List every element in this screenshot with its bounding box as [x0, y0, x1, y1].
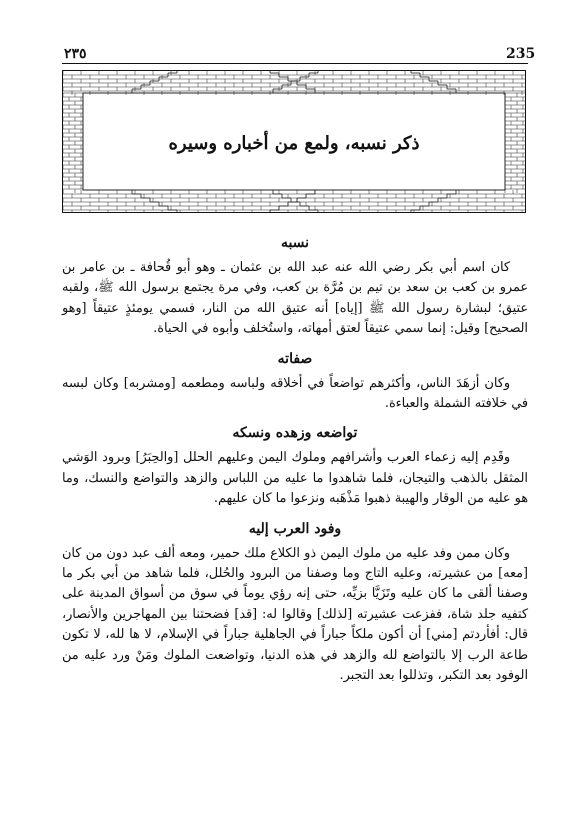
section-paragraph: وقَدِم إليه زعماء العرب وأشرافهم وملوك اليمن وعليهم الحلل [والحِبَرُ] وبرود الوَشي المثقل بالذهب والتيجان، فلما شاهدوا ما عليه من اللباس والزهد والتواضع والنسك، وما هو عليه من الوقار والهيبة ذهبوا مَذْهَبه ونزعوا ما كان عليهم. [62, 450, 528, 507]
header-rule [62, 63, 528, 64]
section-humility [62, 422, 528, 509]
page-body [62, 232, 528, 695]
section-lineage [62, 232, 528, 340]
section-paragraph: كان اسم أبي بكر رضي الله عنه عبد الله بن عثمان ـ وهو أبو قُحافة ـ بن عامر بن عمرو بن كعب بن سعد بن تيم بن مُرَّة بن كعب، وفي مرة يجتمع برسول الله ﷺ، ولقبه عتيق؛ لبشارة رسول الله ﷺ [إياه] أنه عتيق الله من النار، فسمي يومئذٍ عتيقاً [وهو الصحيح] وقيل: إنما سمي عتيقاً لعتق أمهاته، واستُخلف وأبوه في الحياة. [62, 260, 528, 337]
section-heading: وفود العرب إليه [248, 520, 342, 537]
section-heading: تواضعه وزهده ونسكه [232, 425, 358, 442]
section-paragraph: وكان ممن وفد عليه من ملوك اليمن ذو الكلاع ملك حمير، ومعه ألف عبد دون من كان [معه] من عشيرته، وعليه التاج وما وصفنا من البرود والحُلل، فلما شاهد من أبي بكر ما وصفنا ألقى ما كان عليه وتَزَيَّا بزيِّه، حتى إنه رؤي يوماً في سوق من أسواق المدينة على كتفيه جلد شاة، ففزعت عشيرته [لذلك] وقالوا له: [قد] فضحتنا بين المهاجرين والأنصار، قال: أفأردتم [مني] أن أكون ملكاً جباراً في الجاهلية جباراً في الإسلام، لا ها لله، لا تكون طاعة الرب إلا بالتواضع لله والزهد في هذه الدنيا، وتواضعت الملوك ومَنْ ورد عليه من الوفود بعد التكبر، وتذللوا بعد التجبر. [62, 545, 528, 684]
chapter-title: ذكر نسبه، ولمع من أخباره وسيره [168, 133, 420, 154]
section-traits [62, 348, 528, 415]
page-number-arabic: ٢٣٥ [64, 46, 87, 62]
section-heading: صفاته [277, 350, 313, 367]
chapter-title-frame [62, 70, 526, 213]
section-paragraph: وكان أزهَدَ الناس، وأكثرهم تواضعاً في أخلاقه ولباسه ومطعمه [ومشربه] وكان لبسه في خلافته الشملة والعباءة. [62, 375, 528, 412]
section-delegations [62, 518, 528, 687]
section-heading: نسبه [280, 235, 310, 251]
page-number-latin: 235 [506, 46, 536, 62]
